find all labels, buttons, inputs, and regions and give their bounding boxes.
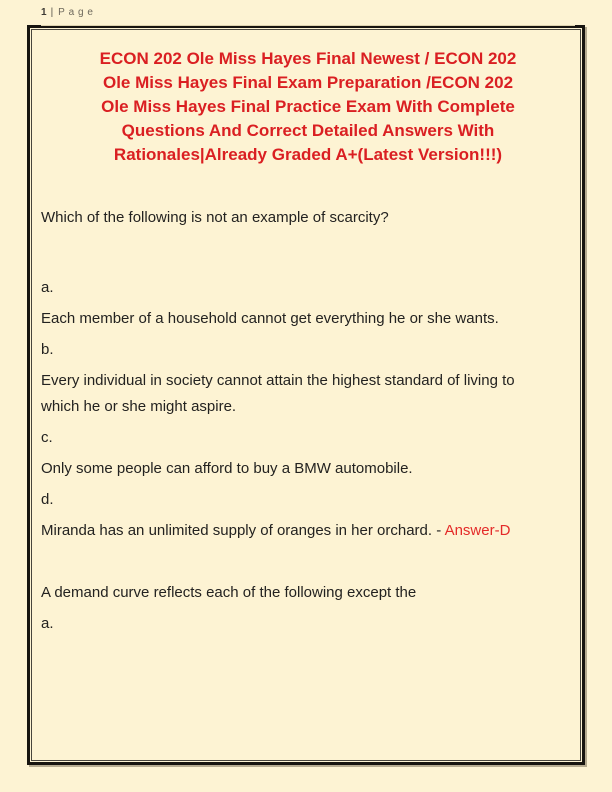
option-a-text: Each member of a household cannot get everything he or she wants. (41, 310, 499, 327)
title-line: Rationales|Already Graded A+(Latest Version!!!) (113, 145, 503, 164)
option-d-text-body: Miranda has an unlimited supply of oranges in her orchard. - (41, 522, 445, 539)
option-c-text: Only some people can afford to buy a BMW automobile. (41, 460, 413, 477)
question-2-option-a-letter: a. (41, 615, 54, 632)
answer-highlight: Answer-D (444, 522, 511, 539)
question-1-text: Which of the following is not an example of scarcity? (41, 209, 389, 226)
title-line: Ole Miss Hayes Final Practice Exam With Complete (101, 97, 515, 116)
title-line: Questions And Correct Detailed Answers With (121, 121, 495, 140)
page-number: 1 (41, 7, 47, 18)
option-b-letter: b. (41, 341, 54, 358)
title-line: Ole Miss Hayes Final Exam Preparation /ECON 202 (102, 73, 514, 92)
document-title (41, 47, 575, 167)
question-2-text: A demand curve reflects each of the following except the (41, 584, 417, 601)
option-b-text: Every individual in society cannot attain the highest standard of living to which he or she might aspire. (41, 372, 515, 415)
option-d-letter: d. (41, 491, 54, 508)
blank-line (41, 549, 515, 575)
page-header-label: Page (58, 7, 97, 18)
option-c-letter: c. (41, 429, 53, 446)
page-header (41, 6, 575, 26)
document-body (41, 205, 515, 637)
page-header-separator: | (50, 7, 54, 18)
option-a-letter: a. (41, 279, 54, 296)
option-d-text (41, 518, 515, 544)
blank-line (41, 236, 515, 262)
title-line: ECON 202 Ole Miss Hayes Final Newest / ECON 202 (99, 49, 517, 68)
